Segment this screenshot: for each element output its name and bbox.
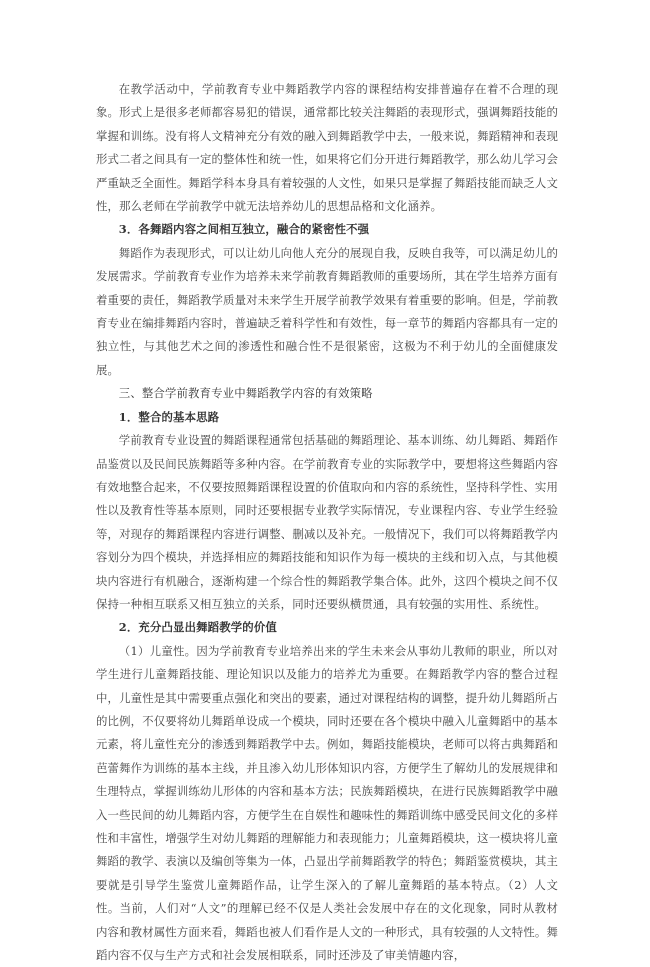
subheading-integration-approach: 1．整合的基本思路 (118, 409, 220, 424)
paragraph-curriculum-structure: 在教学活动中，学前教育专业中舞蹈教学内容的课程结构安排普遍存在着不合理的现象。形式上是很多老师都容易犯的错误，通常都比较关注舞蹈的表现形式，强调舞蹈技能的掌握和训练。没有将人文精神充分有效的融入到舞蹈教学中去，一般来说，舞蹈精神和表现形式二者之间具有一定的整体性和统一性，如果将它们分开进行舞蹈教学，那么幼儿学习会严重缺乏全面性。舞蹈学科本身具有着较强的人文性，如果只是掌握了舞蹈技能而缺乏人文性，那么老师在学前教学中就无法培养幼儿的思想品格和文化涵养。 (96, 82, 558, 214)
document-body (96, 78, 558, 967)
subheading-independent-content: 3．各舞蹈内容之间相互独立，融合的紧密性不强 (118, 222, 370, 237)
section-heading-strategies: 三、整合学前教育专业中舞蹈教学内容的有效策略 (118, 386, 373, 401)
paragraph-course-integration: 学前教育专业设置的舞蹈课程通常包括基础的舞蹈理论、基本训练、幼儿舞蹈、舞蹈作品鉴赏以及民间民族舞蹈等多种内容。在学前教育专业的实际教学中，要想将这些舞蹈内容有效地整合起来，不仅要按照舞蹈课程设置的价值取向和内容的系统性，坚持科学性、实用性以及教育性等基本原则，同时还要根据专业教学实际情况，专业课程内容、专业学生经验等，对现存的舞蹈课程内容进行调整、删减以及补充。一般情况下，我们可以将舞蹈教学内容划分为四个模块，并选择相应的舞蹈技能和知识作为每一模块的主线和切入点，与其他模块内容进行有机融合，逐渐构建一个综合性的舞蹈教学集合体。此外，这四个模块之间不仅保持一种相互联系又相互独立的关系，同时还要纵横贯通，具有较强的实用性、系统性。 (96, 433, 558, 611)
paragraph-childlike-humanistic: （1）儿童性。因为学前教育专业培养出来的学生未来会从事幼儿教师的职业，所以对学生进行儿童舞蹈技能、理论知识以及能力的培养尤为重要。在舞蹈教学内容的整合过程中，儿童性是其中需要重点强化和突出的要素，通过对课程结构的调整，提升幼儿舞蹈所占的比例，不仅要将幼儿舞蹈单设成一个模块，同时还要在各个模块中融入儿童舞蹈中的基本元素，将儿童性充分的渗透到舞蹈教学中去。例如，舞蹈技能模块，老师可以将古典舞蹈和芭蕾舞作为训练的基本主线，并且渗入幼儿形体知识内容，方便学生了解幼儿的发展规律和生理特点，掌握训练幼儿形体的内容和基本方法；民族舞蹈模块，在进行民族舞蹈教学中融入一些民间的幼儿舞蹈内容，方便学生在自娱性和趣味性的舞蹈训练中感受民间文化的多样性和丰富性，增强学生对幼儿舞蹈的理解能力和表现能力；儿童舞蹈模块，这一模块将儿童舞蹈的教学、表演以及编创等集为一体，凸显出学前舞蹈教学的特色；舞蹈鉴赏模块，其主要就是引导学生鉴赏儿童舞蹈作品，让学生深入的了解儿童舞蹈的基本特点。（2）人文性。当前，人们对“人文”的理解已经不仅是人类社会发展中存在的文化现象，同时从教材内容和教材属性方面来看，舞蹈也被人们看作是人文的一种形式，具有较强的人文特性。舞蹈内容不仅与生产方式和社会发展相联系，同时还涉及了审美情趣内容， (96, 643, 558, 963)
subheading-teaching-value: 2．充分凸显出舞蹈教学的价值 (118, 620, 277, 635)
paragraph-dance-expression: 舞蹈作为表现形式，可以让幼儿向他人充分的展现自我，反映自我等，可以满足幼儿的发展需求。学前教育专业作为培养未来学前教育舞蹈教师的重要场所，其在学生培养方面有着重要的责任，舞蹈教学质量对未来学生开展学前教学效果有着重要的影响。但是，学前教育专业在编排舞蹈内容时，普遍缺乏着科学性和有效性，每一章节的舞蹈内容都具有一定的独立性，与其他艺术之间的渗透性和融合性不是很紧密，这极为不利于幼儿的全面健康发展。 (96, 245, 558, 377)
